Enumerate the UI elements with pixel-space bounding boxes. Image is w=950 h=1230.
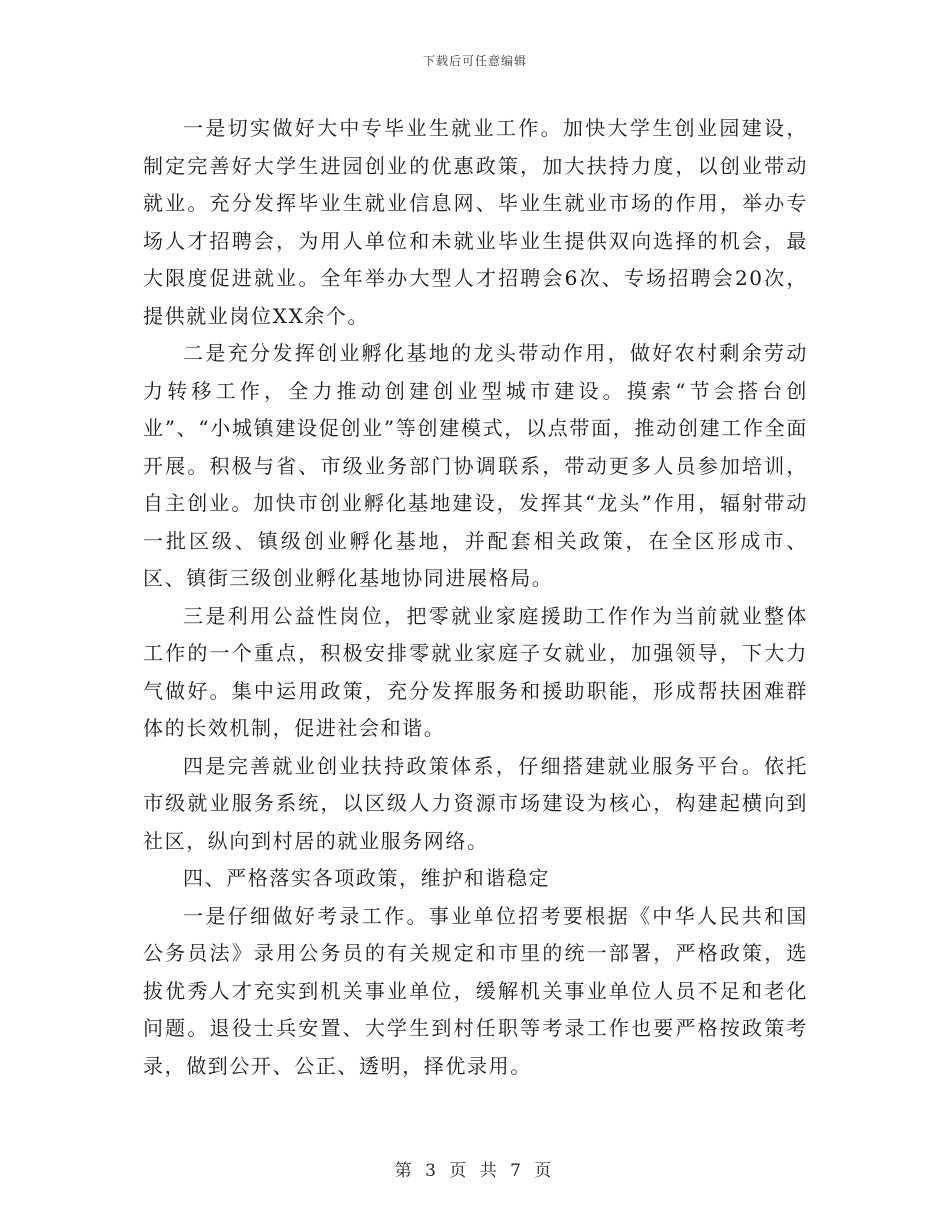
section-heading-policy-implementation: 四、严格落实各项政策，维护和谐稳定 [183,866,551,890]
page-number-footer: 第 3 页 共 7 页 [394,1161,556,1181]
paragraph-recruitment-exams: 一是仔细做好考录工作。事业单位招考要根据《中华人民共和国公务员法》录用公务员的有关规定和市里的统一部署，严格政策，选拔优秀人才充实到机关事业单位，缓解机关事业单位人员不足和老化问题。退役士兵安置、大学生到村任职等考录工作也要严格按政策考录，做到公开、公正、透明，择优录用。 [143,903,808,1078]
page-header: 下载后可任意编辑 [422,54,527,68]
paragraph-graduate-employment: 一是切实做好大中专毕业生就业工作。加快大学生创业园建设，制定完善好大学生进园创业的优惠政策，加大扶持力度，以创业带动就业。充分发挥毕业生就业信息网、毕业生就业市场的作用，举办专场人才招聘会，为用人单位和未就业毕业生提供双向选择的机会，最大限度促进就业。全年举办大型人才招聘会6次、专场招聘会20次，提供就业岗位XX余个。 [143,116,808,328]
paragraph-policy-system: 四是完善就业创业扶持政策体系，仔细搭建就业服务平台。依托市级就业服务系统，以区级人力资源市场建设为核心，构建起横向到社区，纵向到村居的就业服务网络。 [143,753,808,853]
document-body [143,110,808,1085]
paragraph-public-welfare-posts: 三是利用公益性岗位，把零就业家庭援助工作作为当前就业整体工作的一个重点，积极安排零就业家庭子女就业，加强领导，下大力气做好。集中运用政策，充分发挥服务和援助职能，形成帮扶困难群体的长效机制，促进社会和谐。 [143,603,808,740]
paragraph-incubation-base: 二是充分发挥创业孵化基地的龙头带动作用，做好农村剩余劳动力转移工作，全力推动创建创业型城市建设。摸索“节会搭台创业”、“小城镇建设促创业”等创建模式，以点带面，推动创建工作全面开展。积极与省、市级业务部门协调联系，带动更多人员参加培训，自主创业。加快市创业孵化基地建设，发挥其“龙头”作用，辐射带动一批区级、镇级创业孵化基地，并配套相关政策，在全区形成市、区、镇街三级创业孵化基地协同进展格局。 [143,341,808,590]
